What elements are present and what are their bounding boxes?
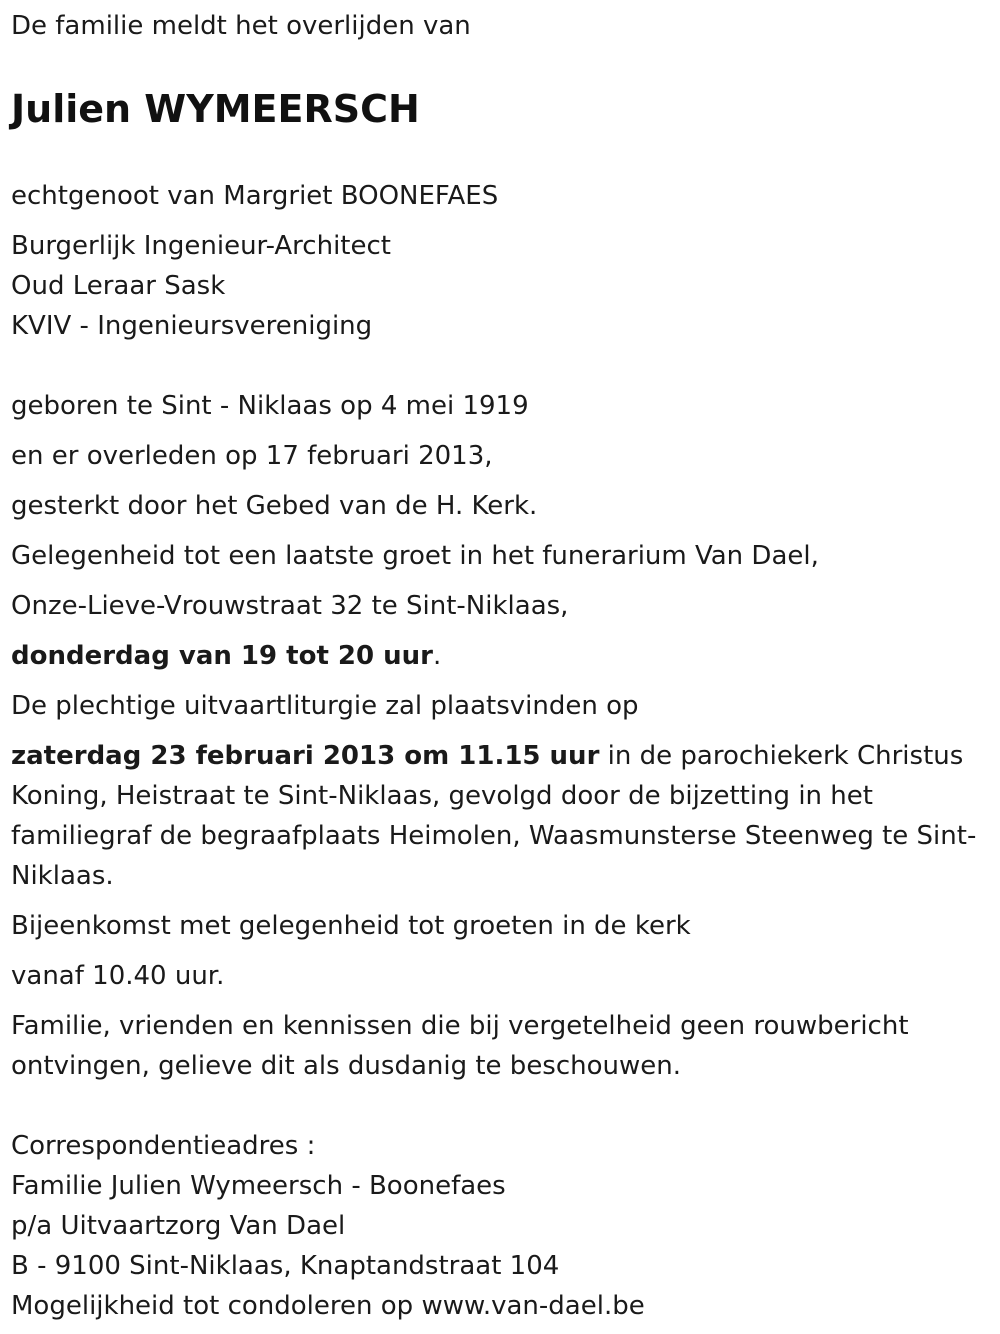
correspondence-line: p/a Uitvaartzorg Van Dael [11, 1211, 346, 1241]
born-text: geboren te Sint - Niklaas op 4 mei 1919 [11, 391, 529, 421]
titles-block [11, 226, 990, 346]
gathering-line1: Bijeenkomst met gelegenheid tot groeten in de kerk [11, 911, 691, 941]
title-line: Burgerlijk Ingenieur-Architect [11, 231, 391, 261]
correspondence-line: Mogelijkheid tot condoleren op www.van-dael.be [11, 1291, 645, 1321]
farewell-time-bold: donderdag van 19 tot 20 uur [11, 641, 434, 671]
liturgy-date: zaterdag 23 februari 2013 om 11.15 uur [11, 741, 600, 771]
deceased-name: Julien WYMEERSCH [11, 87, 420, 131]
liturgy-intro: De plechtige uitvaartliturgie zal plaatsvinden op [11, 691, 639, 721]
title-line: KVIV - Ingenieursvereniging [11, 311, 373, 341]
died-text: en er overleden op 17 februari 2013, [11, 441, 493, 471]
intro-text: De familie meldt het overlijden van [11, 11, 471, 41]
title-line: Oud Leraar Sask [11, 271, 226, 301]
strengthened-text: gesterkt door het Gebed van de H. Kerk. [11, 491, 538, 521]
farewell-time-suffix: . [433, 641, 442, 671]
gathering-line2: vanaf 10.40 uur. [11, 961, 225, 991]
correspondence-label: Correspondentieadres : [11, 1131, 316, 1161]
liturgy-paragraph [11, 736, 990, 896]
correspondence-line: B - 9100 Sint-Niklaas, Knaptandstraat 104 [11, 1251, 560, 1281]
correspondence-block [11, 1126, 990, 1326]
liturgy-details: in de parochiekerk Christus Koning, Heistraat te Sint-Niklaas, gevolgd door de bijzetting in het familiegraf de begraafplaats Heimolen, Waasmunsterse Steenweg te Sint-Niklaas. [11, 741, 977, 891]
correspondence-line: Familie Julien Wymeersch - Boonefaes [11, 1171, 506, 1201]
farewell-time [11, 636, 990, 676]
spouse-text: echtgenoot van Margriet BOONEFAES [11, 181, 499, 211]
notice-text: Familie, vrienden en kennissen die bij vergetelheid geen rouwbericht ontvingen, gelieve dit als dusdanig te beschouwen. [11, 1011, 909, 1081]
farewell-line1: Gelegenheid tot een laatste groet in het funerarium Van Dael, [11, 541, 819, 571]
farewell-line2: Onze-Lieve-Vrouwstraat 32 te Sint-Niklaas, [11, 591, 569, 621]
